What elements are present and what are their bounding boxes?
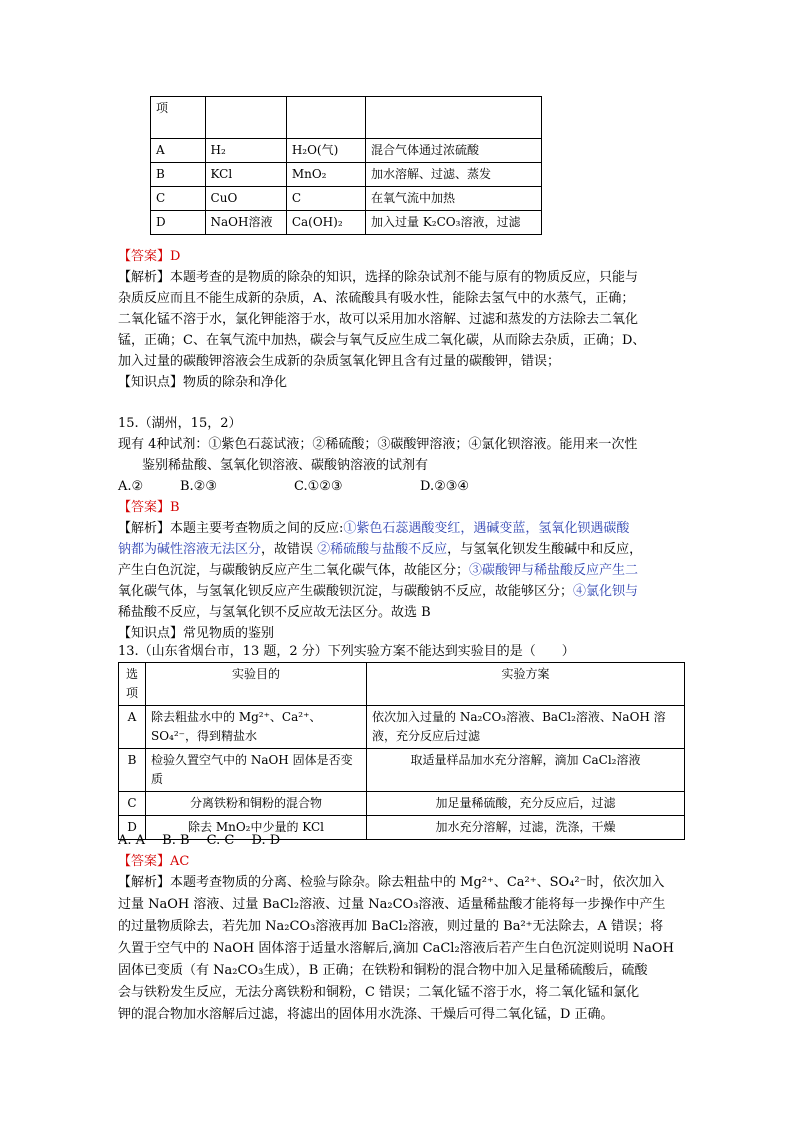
analysis-label: 【解析】	[118, 521, 171, 536]
q15-analysis-line-2	[118, 539, 678, 560]
analysis-highlight: ③碳酸钾与稀盐酸反应产生二	[469, 563, 639, 578]
table-cell: A	[151, 139, 206, 163]
option-d: D.②③④	[420, 479, 470, 494]
table-row	[151, 211, 542, 235]
knowledge-label: 【知识点】	[118, 375, 184, 390]
q15-stem-line-1: 现有 4种试剂：①紫色石蕊试液；②稀硫酸；③碳酸钾溶液；④氯化钡溶液。能用来一次性	[118, 437, 638, 452]
analysis-text: 产生白色沉淀，与碳酸钠反应产生二氧化碳气体，故能区分；	[118, 563, 470, 578]
analysis-text: 本题主要考查物质之间的反应:	[170, 521, 344, 536]
table-cell: D	[119, 816, 146, 840]
q13-analysis-line-6: 会与铁粉发生反应，无法分离铁粉和铜粉，C 错误；二氧化锰不溶于水，将二氧化锰和氯化	[118, 985, 640, 1000]
knowledge-text: 物质的除杂和净化	[183, 375, 288, 390]
option-c: C.①②③	[294, 479, 343, 494]
experiment-table	[118, 662, 685, 840]
answer-value: D	[170, 249, 181, 264]
table-cell: H₂	[205, 139, 286, 163]
q14-analysis-line-3: 二氧化锰不溶于水，氯化钾能溶于水，故可以采用加水溶解、过滤和蒸发的方法除去二氧化	[118, 312, 639, 327]
analysis-text: 氧化碳气体，与氢氧化钡反应产生碳酸钡沉淀，与碳酸钠不反应，故能够区分；	[118, 584, 574, 599]
table-cell: 加足量稀硫酸，充分反应后，过滤	[367, 792, 685, 816]
answer-label: 【答案】	[118, 854, 171, 869]
q15-analysis-line-5: 稀盐酸不反应，与氢氧化钡不反应故无法区分。故选 B	[118, 605, 431, 620]
table-cell	[366, 97, 542, 139]
q14-analysis-line-2: 杂质反应而且不能生成新的杂质，A、浓硫酸具有吸水性，能除去氢气中的水蒸气，正确；	[118, 291, 635, 306]
table-cell: 加水充分溶解，过滤，洗涤，干燥	[367, 816, 685, 840]
analysis-text: ，故错误	[261, 542, 318, 557]
q14-answer-line	[118, 246, 678, 267]
knowledge-label: 【知识点】	[118, 626, 184, 641]
q13-analysis-line-5: 固体已变质（有 Na₂CO₃生成），B 正确；在铁粉和铜粉的混合物中加入足量稀硫酸后，硫酸	[118, 963, 648, 978]
table-cell: KCl	[205, 163, 286, 187]
answer-value: B	[170, 500, 180, 515]
table-cell: 检验久置空气中的 NaOH 固体是否变质	[146, 749, 367, 792]
table-row	[151, 163, 542, 187]
q14-analysis-line-1	[118, 267, 678, 288]
purification-table	[150, 96, 542, 235]
analysis-highlight: ②稀硫酸与盐酸不反应	[317, 542, 448, 557]
table-cell: NaOH溶液	[205, 211, 286, 235]
q15-answer-line	[118, 497, 678, 518]
q13-analysis-line-7: 钾的混合物加水溶解后过滤，将滤出的固体用水洗涤、干燥后可得二氧化锰，D 正确。	[118, 1007, 614, 1022]
answer-label: 【答案】	[118, 500, 171, 515]
analysis-highlight: ①紫色石蕊遇酸变红，遇碱变蓝，氢氧化钡遇碳酸	[343, 521, 630, 536]
analysis-text: 本题考查的是物质的除杂的知识，选择的除杂试剂不能与原有的物质反应，只能与	[170, 270, 639, 285]
table-cell: 分离铁粉和铜粉的混合物	[146, 792, 367, 816]
table-cell: 加水溶解、过滤、蒸发	[366, 163, 542, 187]
answer-value: AC	[170, 854, 190, 869]
knowledge-text: 常见物质的鉴别	[183, 626, 275, 641]
table-cell: MnO₂	[286, 163, 365, 187]
table-row	[151, 187, 542, 211]
table-cell: C	[286, 187, 365, 211]
table-header: 选项	[119, 663, 146, 706]
table-cell: 取适量样品加水充分溶解，滴加 CaCl₂溶液	[367, 749, 685, 792]
q15-analysis-line-3	[118, 560, 678, 581]
table-cell: 加入过量 K₂CO₃溶液，过滤	[366, 211, 542, 235]
q13-analysis-line-1	[118, 872, 678, 893]
q14-analysis-line-5: 加入过量的碳酸钾溶液会生成新的杂质氢氧化钾且含有过量的碳酸钾，错误；	[118, 354, 561, 369]
table-cell: 除去粗盐水中的 Mg²⁺、Ca²⁺、SO₄²⁻，得到精盐水	[146, 706, 367, 749]
table-cell: 依次加入过量的 Na₂CO₃溶液、BaCl₂溶液、NaOH 溶液，充分反应后过滤	[367, 706, 685, 749]
q15-analysis-line-1	[118, 518, 678, 539]
q13-answer-line	[118, 851, 678, 872]
table-header: 实验方案	[367, 663, 685, 706]
table-cell: Ca(OH)₂	[286, 211, 365, 235]
q14-knowledge-line	[118, 372, 678, 393]
q14-analysis-line-4: 锰，正确；C、在氧气流中加热，碳会与氧气反应生成二氧化碳，从而除去杂质，正确；D、	[118, 333, 646, 348]
option-b: B.②③	[180, 479, 217, 494]
q15-title: 15.（湖州，15，2）	[118, 416, 242, 431]
table-row	[119, 792, 685, 816]
table-cell: A	[119, 706, 146, 749]
table-cell: 混合气体通过浓硫酸	[366, 139, 542, 163]
table-cell: B	[119, 749, 146, 792]
q15-stem-line-2: 鉴别稀盐酸、氢氧化钡溶液、碳酸钠溶液的试剂有	[142, 458, 429, 473]
analysis-text: ，与氢氧化钡发生酸碱中和反应，	[447, 542, 643, 557]
table-cell: C	[151, 187, 206, 211]
analysis-highlight: 钠都为碱性溶液无法区分	[118, 542, 262, 557]
q15-options	[118, 476, 678, 497]
table-cell: 除去 MnO₂中少量的 KCl	[146, 816, 367, 840]
q13-analysis-line-3: 的过量物质除去，若先加 Na₂CO₃溶液再加 BaCl₂溶液，则过量的 Ba²⁺无法除去，A 错误；将	[118, 919, 664, 934]
table-cell: C	[119, 792, 146, 816]
table-cell: D	[151, 211, 206, 235]
table-cell: H₂O(气)	[286, 139, 365, 163]
table-cell	[205, 97, 286, 139]
q13-analysis-line-2: 过量 NaOH 溶液、过量 BaCl₂溶液、过量 Na₂CO₃溶液、适量稀盐酸才能将每一步操作中产生	[118, 897, 666, 912]
analysis-label: 【解析】	[118, 875, 171, 890]
q15-analysis-line-4	[118, 581, 678, 602]
table-header-row	[119, 663, 685, 706]
table-row	[119, 706, 685, 749]
q13-analysis-line-4: 久置于空气中的 NaOH 固体溶于适量水溶解后,滴加 CaCl₂溶液后若产生白色沉淀则说明 NaOH	[118, 941, 674, 956]
table-row	[119, 749, 685, 792]
table-header: 实验目的	[146, 663, 367, 706]
table-cell: 项	[151, 97, 206, 139]
answer-label: 【答案】	[118, 249, 171, 264]
option-a: A.②	[118, 479, 144, 494]
q13-title: 13.（山东省烟台市，13 题，2 分）下列实验方案不能达到实验目的是（ ）	[118, 644, 575, 659]
table-row	[151, 97, 542, 139]
table-cell: 在氧气流中加热	[366, 187, 542, 211]
table-cell	[286, 97, 365, 139]
analysis-label: 【解析】	[118, 270, 171, 285]
q13-options: A. A B. B C. C D. D	[118, 833, 281, 848]
table-cell: CuO	[205, 187, 286, 211]
analysis-highlight: ④氯化钡与	[573, 584, 639, 599]
analysis-text: 本题考查物质的分离、检验与除杂。除去粗盐中的 Mg²⁺、Ca²⁺、SO₄²⁻时，依次加入	[170, 875, 665, 890]
table-row	[151, 139, 542, 163]
table-cell: B	[151, 163, 206, 187]
